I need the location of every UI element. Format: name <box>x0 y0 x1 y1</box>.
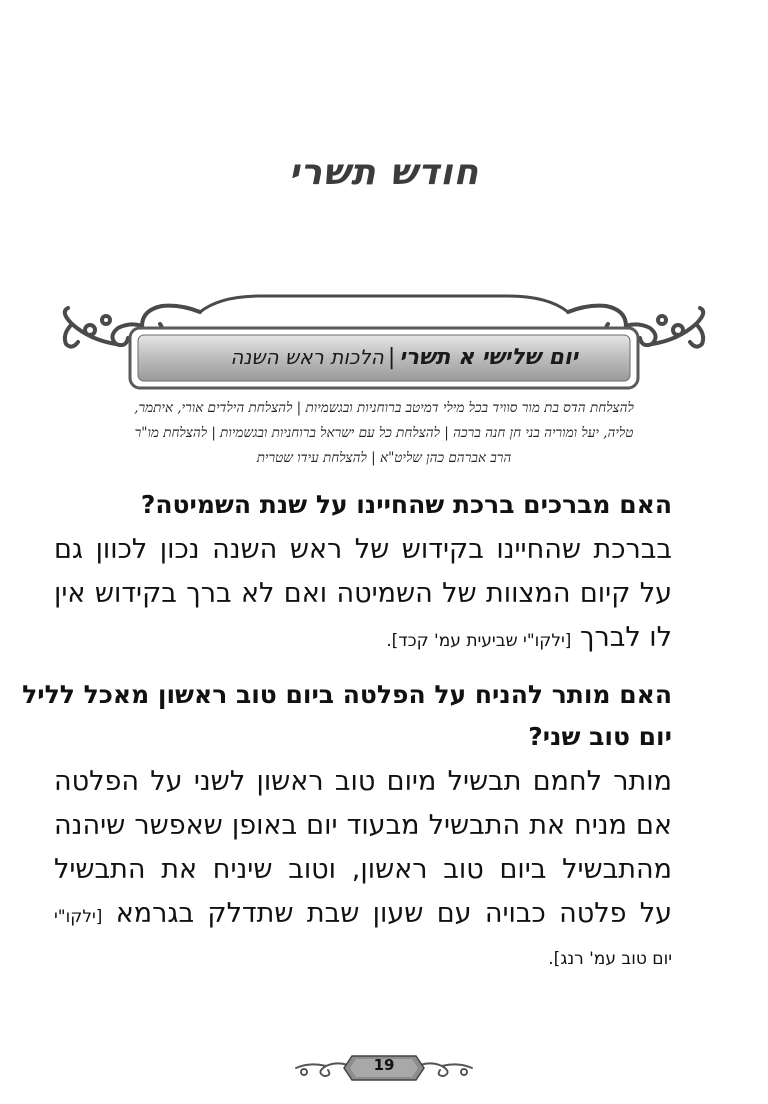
dedication-block <box>90 396 678 471</box>
day-label: יום שלישי א תשרי <box>399 345 578 370</box>
body-line: בברכת שהחיינו בקידוש של ראש השנה נכון לכוון גם <box>54 534 672 565</box>
source-citation-cont <box>54 936 672 976</box>
body-line <box>54 892 672 936</box>
body-line: אם מניח את התבשיל מבעוד יום באופן שאפשר שיהנה <box>54 810 672 841</box>
source-citation: [ילקו"י שביעית עמ' קכד]. <box>386 631 572 651</box>
body-line: על קיום המצוות של השמיטה ואם לא ברך בקידוש אין <box>54 578 672 609</box>
header-label <box>148 337 578 377</box>
body-text: על פלטה כבויה עם שעון שבת שתדלק בגרמא <box>115 898 673 929</box>
body-text: לו לברך <box>580 622 672 653</box>
source-citation: [ילקו"י <box>54 907 103 927</box>
dedication-line: טליה, יעל ומוריה בני חן חנה ברכה | להצלחת כל עם ישראל ברוחניות ובגשמיות | להצלחת מו"ר <box>134 425 634 441</box>
month-title: חודש תשרי <box>288 152 480 193</box>
dedication-line: הרב אברהם כהן שליט"א | להצלחת עידו שטרית <box>256 450 512 466</box>
body-line-last <box>54 616 672 660</box>
body-line: מהתבשיל ביום טוב ראשון, וטוב שיניח את התבשיל <box>54 854 672 885</box>
body-line: מותר לחמם תבשיל מיום טוב ראשון לשני על הפלטה <box>54 766 672 797</box>
question-heading: האם מותר להניח על הפלטה ביום טוב ראשון מאכל לליל <box>22 680 672 709</box>
source-citation: יום טוב עמ' רנג]. <box>548 949 672 969</box>
page-number: 19 <box>373 1056 395 1074</box>
topic-label: הלכות ראש השנה <box>230 345 384 369</box>
question-heading-cont: יום טוב שני? <box>528 722 672 751</box>
header-separator: | <box>387 345 396 370</box>
question-heading: האם מברכים ברכת שהחיינו על שנת השמיטה? <box>140 490 672 519</box>
dedication-line: להצלחת הדס בת מור סוויד בכל מילי דמיטב ברוחניות ובגשמיות | להצלחת הילדים אורי, איתמר, <box>134 400 634 416</box>
